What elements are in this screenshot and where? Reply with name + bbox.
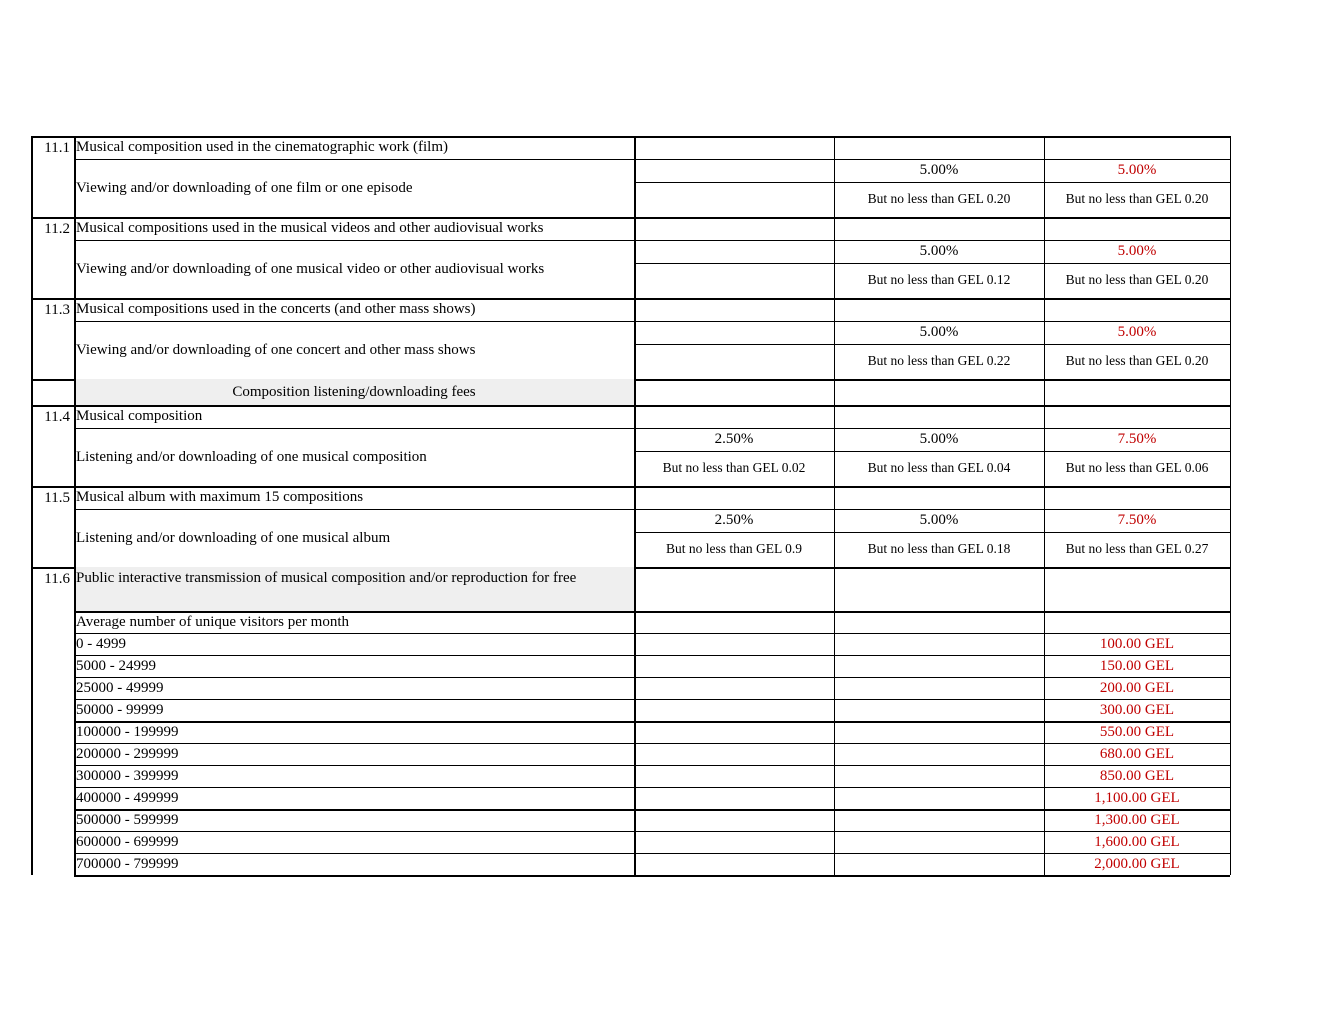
item-label: Viewing and/or downloading of one concert and other mass shows [76, 341, 476, 358]
tier-range: 0 - 4999 [76, 635, 126, 652]
column-divider [834, 567, 835, 875]
column-divider [1044, 486, 1045, 567]
column-divider [634, 379, 636, 405]
column-divider [834, 405, 835, 486]
column-divider [31, 567, 33, 875]
section-title: Musical composition [76, 408, 203, 425]
column-divider [1044, 136, 1045, 217]
min-fee-c3: But no less than GEL 0.27 [1065, 541, 1209, 557]
column-divider [1230, 217, 1231, 298]
tier-range: 50000 - 99999 [76, 701, 164, 718]
column-divider [31, 298, 33, 379]
column-divider [1044, 217, 1045, 298]
tier-range: 5000 - 24999 [76, 657, 156, 674]
min-fee-c1 [634, 182, 834, 217]
tier-range: 700000 - 799999 [76, 855, 179, 872]
column-divider [31, 136, 33, 217]
subheader: Composition listening/downloading fees [74, 379, 634, 405]
column-divider [1044, 379, 1045, 405]
section-title: Public interactive transmission of musical composition and/or reproduction for free [74, 567, 634, 611]
rate-c2: 5.00% [919, 162, 959, 179]
column-divider [1230, 567, 1231, 875]
tier-fee: 100.00 GEL [1099, 635, 1175, 652]
section-title: Musical compositions used in the musical videos and other audiovisual works [76, 220, 544, 237]
min-fee-c2: But no less than GEL 0.20 [867, 191, 1011, 207]
tier-fee: 1,300.00 GEL [1094, 811, 1180, 828]
rate-c2: 5.00% [919, 324, 959, 341]
min-fee-c3: But no less than GEL 0.20 [1065, 353, 1209, 369]
rate-c3: 5.00% [1117, 243, 1157, 260]
column-divider [834, 136, 835, 217]
column-divider [74, 298, 76, 379]
min-fee-c2: But no less than GEL 0.18 [867, 541, 1011, 557]
min-fee-c1: But no less than GEL 0.9 [666, 541, 802, 557]
rate-c3: 7.50% [1117, 431, 1157, 448]
tier-fee: 680.00 GEL [1099, 745, 1175, 762]
section-number: 11.3 [44, 302, 70, 318]
row-divider [74, 875, 1230, 877]
tier-range: 400000 - 499999 [76, 789, 179, 806]
section-number: 11.2 [44, 221, 70, 237]
item-label: Viewing and/or downloading of one film or one episode [76, 179, 413, 196]
column-divider [31, 217, 33, 298]
column-divider [1230, 136, 1231, 217]
rate-c1: 2.50% [714, 512, 754, 529]
column-divider [31, 405, 33, 486]
tier-range: 500000 - 599999 [76, 811, 179, 828]
min-fee-c2: But no less than GEL 0.04 [867, 460, 1011, 476]
min-fee-c1 [634, 344, 834, 379]
min-fee-c2: But no less than GEL 0.22 [867, 353, 1011, 369]
section-number: 11.5 [44, 490, 70, 506]
column-divider [634, 486, 636, 567]
column-divider [74, 217, 76, 298]
tier-fee: 1,100.00 GEL [1094, 789, 1180, 806]
rate-c1 [634, 159, 834, 182]
column-divider [74, 486, 76, 567]
min-fee-c3: But no less than GEL 0.06 [1065, 460, 1209, 476]
column-divider [1230, 405, 1231, 486]
tier-range: 600000 - 699999 [76, 833, 179, 850]
column-divider [31, 379, 33, 405]
rate-c1: 2.50% [714, 431, 754, 448]
row-divider [634, 532, 1230, 533]
min-fee-c1: But no less than GEL 0.02 [662, 460, 806, 476]
column-divider [634, 405, 636, 486]
visitors-header: Average number of unique visitors per month [76, 613, 349, 630]
tier-range: 200000 - 299999 [76, 745, 179, 762]
tier-range: 100000 - 199999 [76, 723, 179, 740]
column-divider [634, 136, 636, 217]
tier-fee: 850.00 GEL [1099, 767, 1175, 784]
column-divider [834, 217, 835, 298]
tier-fee: 1,600.00 GEL [1094, 833, 1180, 850]
column-divider [1044, 567, 1045, 875]
rate-c2: 5.00% [919, 431, 959, 448]
column-divider [634, 567, 636, 875]
row-divider [634, 263, 1230, 264]
section-title: Musical album with maximum 15 compositions [76, 489, 364, 506]
tier-fee: 200.00 GEL [1099, 679, 1175, 696]
section-number: 11.6 [44, 571, 70, 587]
min-fee-c3: But no less than GEL 0.20 [1065, 191, 1209, 207]
section-number: 11.1 [44, 140, 70, 156]
tier-fee: 150.00 GEL [1099, 657, 1175, 674]
column-divider [634, 298, 636, 379]
column-divider [834, 298, 835, 379]
row-divider [634, 182, 1230, 183]
min-fee-c3: But no less than GEL 0.20 [1065, 272, 1209, 288]
column-divider [1230, 298, 1231, 379]
column-divider [634, 217, 636, 298]
column-divider [1044, 405, 1045, 486]
section-title: Musical compositions used in the concerts (and other mass shows) [76, 301, 476, 318]
item-label: Listening and/or downloading of one musical album [76, 529, 391, 546]
rate-c3: 5.00% [1117, 324, 1157, 341]
column-divider [834, 486, 835, 567]
column-divider [31, 486, 33, 567]
section-number: 11.4 [44, 409, 70, 425]
item-label: Viewing and/or downloading of one musical video or other audiovisual works [76, 260, 545, 277]
tier-range: 25000 - 49999 [76, 679, 164, 696]
row-divider [634, 451, 1230, 452]
column-divider [74, 405, 76, 486]
rate-c1 [634, 240, 834, 263]
item-label: Listening and/or downloading of one musical composition [76, 448, 427, 465]
column-divider [74, 379, 76, 405]
rate-c1 [634, 321, 834, 344]
rate-c3: 5.00% [1117, 162, 1157, 179]
row-divider [634, 344, 1230, 345]
column-divider [834, 379, 835, 405]
column-divider [74, 136, 76, 217]
tier-fee: 550.00 GEL [1099, 723, 1175, 740]
tier-fee: 2,000.00 GEL [1094, 855, 1180, 872]
rate-c3: 7.50% [1117, 512, 1157, 529]
section-title: Musical composition used in the cinematographic work (film) [76, 139, 448, 156]
column-divider [1230, 486, 1231, 567]
column-divider [1044, 298, 1045, 379]
column-divider [1230, 379, 1231, 405]
rate-c2: 5.00% [919, 243, 959, 260]
rate-c2: 5.00% [919, 512, 959, 529]
tier-fee: 300.00 GEL [1099, 701, 1175, 718]
min-fee-c1 [634, 263, 834, 298]
min-fee-c2: But no less than GEL 0.12 [867, 272, 1011, 288]
tier-range: 300000 - 399999 [76, 767, 179, 784]
column-divider [74, 567, 76, 875]
